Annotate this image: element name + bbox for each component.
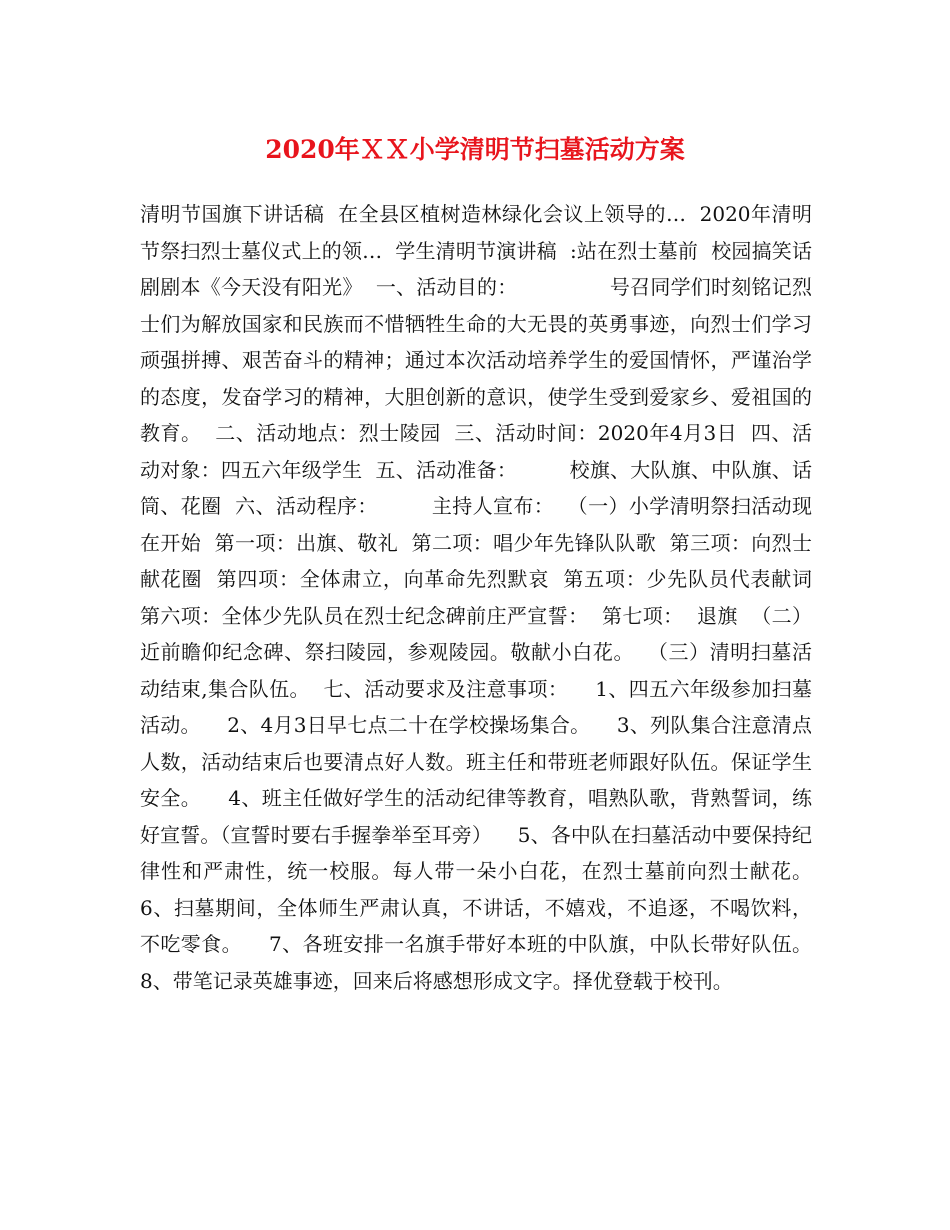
document-title: 2020年ＸＸ小学清明节扫墓活动方案	[265, 135, 685, 164]
document-body: 清明节国旗下讲话稿 在全县区植树造林绿化会议上领导的… 2020年清明节祭扫烈士墓仪式上的领… 学生清明节演讲稿 :站在烈士墓前 校园搞笑话剧剧本《今天没有阳光》 一、活动目的： 号召同学们时刻铭记烈士们为解放国家和民族而不惜牺牲生命的大无畏的英勇事迹，向烈士们学习顽强拼搏、艰苦奋斗的精神；通过本次活动培养学生的爱国情怀，严谨治学的态度，发奋学习的精神，大胆创新的意识，使学生受到爱家乡、爱祖国的教育。 二、活动地点：烈士陵园 三、活动时间：2020年4月3日 四、活动对象：四五六年级学生 五、活动准备： 校旗、大队旗、中队旗、话筒、花圈 六、活动程序： 主持人宣布： （一）小学清明祭扫活动现在开始 第一项：出旗、敬礼 第二项：唱少年先锋队队歌 第三项：向烈士献花圈 第四项：全体肃立，向革命先烈默哀 第五项：少先队员代表献词 第六项：全体少先队员在烈士纪念碑前庄严宣誓： 第七项： 退旗 （二）近前瞻仰纪念碑、祭扫陵园，参观陵园。敬献小白花。 （三）清明扫墓活动结束,集合队伍。 七、活动要求及注意事项： 1、四五六年级参加扫墓活动。 2、4月3日早七点二十在学校操场集合。 3、列队集合注意清点人数，活动结束后也要清点好人数。班主任和带班老师跟好队伍。保证学生安全。 4、班主任做好学生的活动纪律等教育，唱熟队歌，背熟誓词，练好宣誓。（宣誓时要右手握拳举至耳旁） 5、各中队在扫墓活动中要保持纪律性和严肃性，统一校服。每人带一朵小白花，在烈士墓前向烈士献花。 6、扫墓期间，全体师生严肃认真，不讲话，不嬉戏，不追逐，不喝饮料，不吃零食。 7、各班安排一名旗手带好本班的中队旗，中队长带好队伍。 8、带笔记录英雄事迹，回来后将感想形成文字。择优登载于校刊。	[140, 202, 838, 993]
